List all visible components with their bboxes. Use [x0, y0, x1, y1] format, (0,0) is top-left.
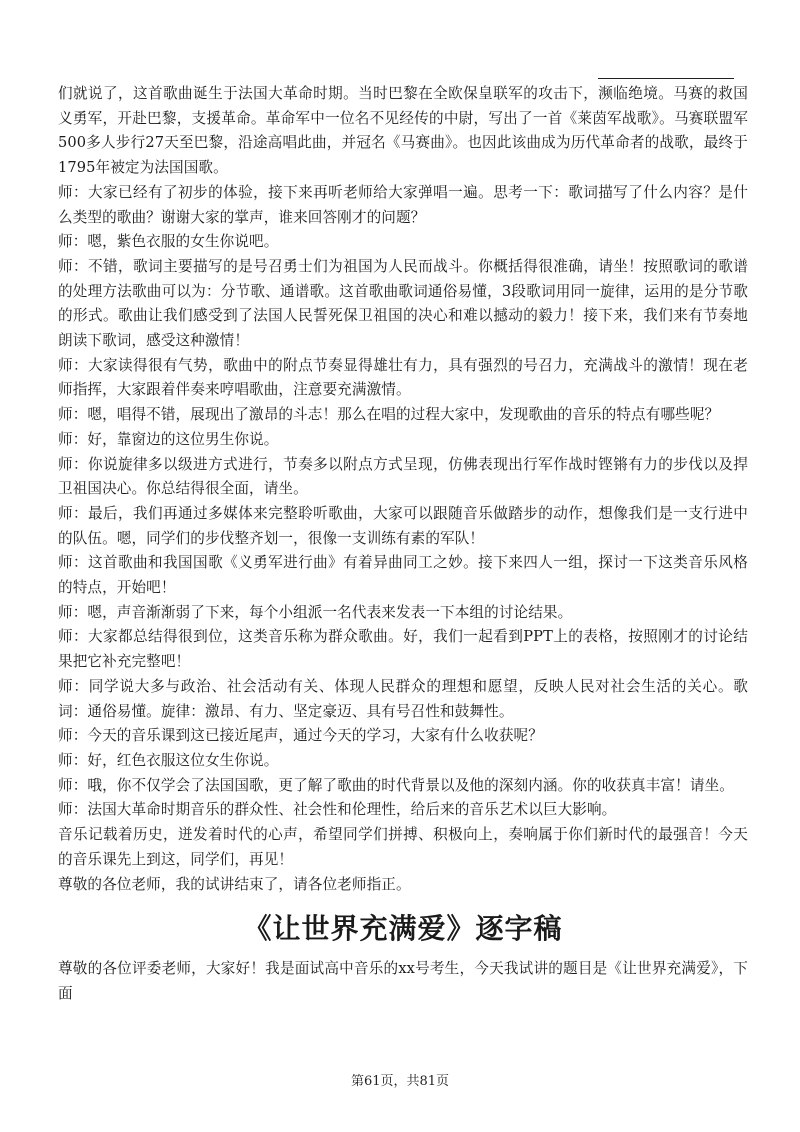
paragraph: 师：大家读得很有气势，歌曲中的附点节奏显得雄壮有力，具有强烈的号召力，充满战斗的激情！现在老师指挥，大家跟着伴奏来哼唱歌曲，注意要充满激情。 — [58, 356, 748, 399]
section-title: 《让世界充满爱》逐字稿 — [243, 912, 563, 946]
paragraph: 师：大家已经有了初步的体验，接下来再听老师给大家弹唱一遍。思考一下：歌词描写了什么内容？是什么类型的歌曲？谢谢大家的掌声，谁来回答刚才的问题？ — [58, 183, 748, 226]
paragraph: 师：不错，歌词主要描写的是号召勇士们为祖国为人民而战斗。你概括得很准确，请坐！按照歌词的歌谱的处理方法歌曲可以为：分节歌、通谱歌。这首歌曲歌词通俗易懂，3段歌词用同一旋律，运用的是分节歌的形式。歌曲让我们感受到了法国人民誓死保卫祖国的决心和难以撼动的毅力！接下来，我们来有节奏地朗读下歌词，感受这种激情！ — [58, 257, 748, 350]
top-rule — [598, 78, 734, 79]
paragraph: 师：最后，我们再通过多媒体来完整聆听歌曲，大家可以跟随音乐做踏步的动作，想像我们是一支行进中的队伍。嗯，同学们的步伐整齐划一，很像一支训练有素的军队！ — [58, 504, 748, 547]
paragraph: 师：好，靠窗边的这位男生你说。 — [58, 430, 279, 448]
paragraph: 师：嗯，紫色衣服的女生你说吧。 — [58, 233, 279, 251]
paragraph: 们就说了，这首歌曲诞生于法国大革命时期。当时巴黎在全欧保皇联军的攻击下，濒临绝境。马赛的救国义勇军，开赴巴黎，支援革命。革命军中一位名不见经传的中尉，写出了一首《莱茵军战歌》。马赛联盟军500多人步行27天至巴黎，沿途高唱此曲，并冠名《马赛曲》。也因此该曲成为历代革命者的战歌，最终于1795年被定为法国国歌。 — [58, 85, 748, 177]
paragraph: 尊敬的各位老师，我的试讲结束了，请各位老师指正。 — [58, 875, 411, 893]
paragraph: 师：嗯，声音渐渐弱了下来，每个小组派一名代表来发表一下本组的讨论结果。 — [58, 603, 573, 621]
paragraph: 师：好，红色衣服这位女生你说。 — [58, 751, 279, 769]
paragraph: 师：同学说大多与政治、社会活动有关、体现人民群众的理想和愿望，反映人民对社会生活的关心。歌词：通俗易懂。旋律：激昂、有力、坚定豪迈、具有号召性和鼓舞性。 — [58, 677, 748, 720]
paragraph: 师：这首歌曲和我国国歌《义勇军进行曲》有着异曲同工之妙。接下来四人一组，探讨一下这类音乐风格的特点，开始吧！ — [58, 554, 748, 597]
paragraph: 音乐记载着历史，迸发着时代的心声，希望同学们拼搏、积极向上，奏响属于你们新时代的最强音！今天的音乐课先上到这，同学们，再见！ — [58, 826, 748, 868]
paragraph: 尊敬的各位评委老师，大家好！我是面试高中音乐的xx号考生，今天我试讲的题目是《让世界充满爱》，下面 — [58, 960, 748, 1002]
paragraph: 师：大家都总结得很到位，这类音乐称为群众歌曲。好，我们一起看到PPT上的表格，按照刚才的讨论结果把它补充完整吧！ — [58, 628, 748, 671]
paragraph: 师：嗯，唱得不错，展现出了激昂的斗志！那么在唱的过程大家中，发现歌曲的音乐的特点有哪些呢？ — [58, 406, 720, 424]
paragraph: 师：法国大革命时期音乐的群众性、社会性和伦理性，给后来的音乐艺术以巨大影响。 — [58, 801, 617, 819]
page-footer: 第61页，共81页 — [350, 1074, 450, 1089]
paragraph: 师：你说旋律多以级进方式进行，节奏多以附点方式呈现，仿佛表现出行军作战时铿锵有力的步伐以及捍卫祖国决心。你总结得很全面，请坐。 — [58, 455, 748, 498]
paragraph: 师：哦，你不仅学会了法国国歌，更了解了歌曲的时代背景以及他的深刻内涵。你的收获真丰富！请坐。 — [58, 776, 734, 794]
paragraph: 师：今天的音乐课到这已接近尾声，通过今天的学习，大家有什么收获呢？ — [58, 727, 543, 745]
document-body — [58, 82, 748, 1007]
